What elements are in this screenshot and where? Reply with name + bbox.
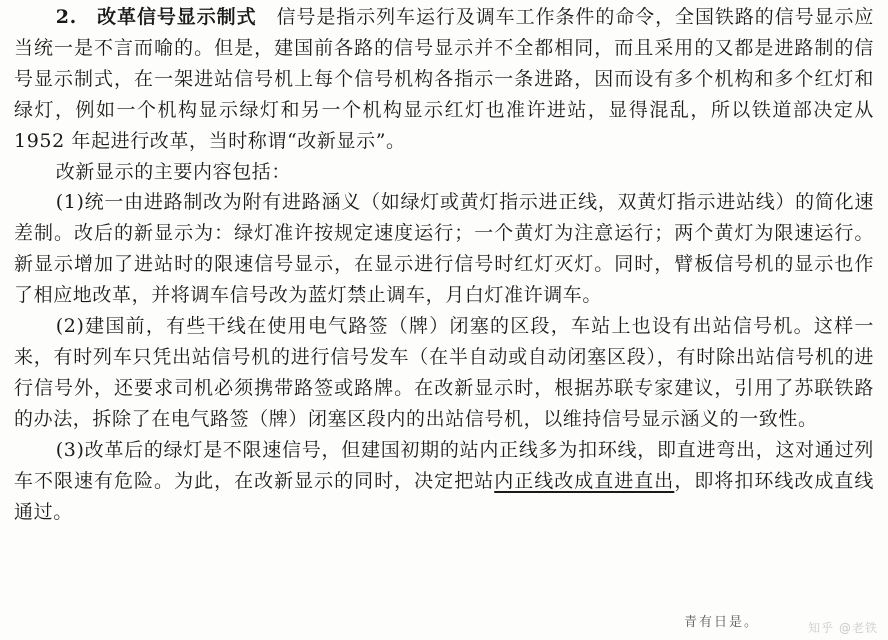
- section-2-paragraph: [14, 2, 874, 157]
- list-item-3-text-a: (3)改革后的绿灯是不限速信号，但建国初期的站内正线多为扣环线，即直进弯出，这对通过列车不限速有危险。为此，在改新显示的同时，决定把站: [14, 438, 874, 492]
- footer-mark: 青有日是。: [684, 615, 760, 630]
- underlined-phrase: 内正线改成直进直出: [494, 469, 675, 492]
- watermark: 知乎 @老铁: [808, 621, 878, 635]
- list-item-2: (2)建国前，有些干线在使用电气路签（牌）闭塞的区段，车站上也设有出站信号机。这样一来，有时列车只凭出站信号机的进行信号发车（在半自动或自动闭塞区段），有时除出站信号机的进行信号外，还要求司机必须携带路签或路牌。在改新显示时，根据苏联专家建议，引用了苏联铁路的办法，拆除了在电气路签（牌）闭塞区段内的出站信号机，以维持信号显示涵义的一致性。: [14, 315, 874, 430]
- section-heading: 2. 改革信号显示制式: [55, 6, 257, 28]
- list-item-1: (1)统一由进路制改为附有进路涵义（如绿灯或黄灯指示进正线，双黄灯指示进站线）的简化速差制。改后的新显示为：绿灯准许按规定速度运行；一个黄灯为注意运行；两个黄灯为限速运行。新显示增加了进站时的限速信号显示，在显示进行信号时红灯灭灯。同时，臂板信号机的显示也作了相应地改革，并将调车信号改为蓝灯禁止调车，月白灯准许调车。: [14, 191, 874, 307]
- list-item-3-text-b: ，即将扣环线改成直线通过。: [14, 469, 874, 523]
- paragraph-text: 信号是指示列车运行及调车工作条件的命令，全国铁路的信号显示应当统一是不言而喻的。但是，建国前各路的信号显示并不全都相同，而且采用的又都是进路制的信号显示制式，在一架进站信号机上每个信号机构各指示一条进路，因而设有多个机构和多个红灯和绿灯，例如一个机构显示绿灯和另一个机构显示红灯也准许进站，显得混乱，所以铁道部决定从 1952 年起进行改革，当时称谓“改新显示”。: [14, 6, 874, 152]
- list-intro: 改新显示的主要内容包括：: [55, 160, 291, 183]
- document-body: [14, 2, 874, 527]
- list-item-3: [14, 435, 874, 528]
